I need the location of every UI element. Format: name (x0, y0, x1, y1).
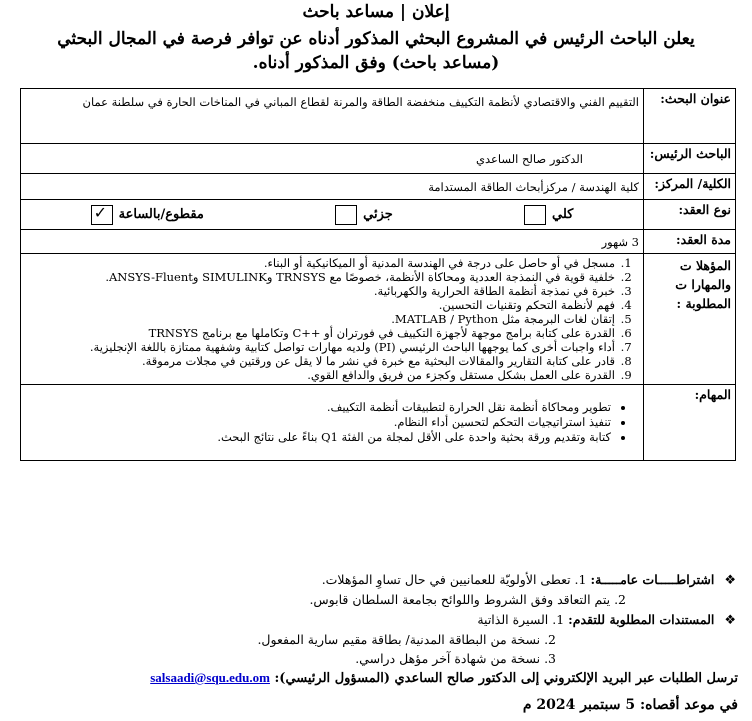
required-documents (20, 612, 736, 666)
star-bullet-icon: ❖ (724, 613, 736, 628)
page-title: إعلان | مساعد باحث (302, 2, 450, 22)
required-documents-heading: المستندات المطلوبة للتقدم: (568, 612, 715, 627)
row-college (21, 174, 736, 200)
contract-full-checkbox[interactable] (524, 205, 546, 225)
general-conditions (20, 572, 736, 607)
contract-type-label: نوع العقد: (644, 200, 736, 230)
document-item: 3. نسخة من شهادة آخر مؤهل دراسي. (355, 651, 556, 666)
contract-type-options (21, 200, 644, 230)
contract-option-partial[interactable] (335, 205, 393, 225)
row-qualifications (21, 254, 736, 385)
star-bullet-icon: ❖ (724, 573, 736, 588)
document-item: 2. نسخة من البطاقة المدنية/ بطاقة مقيم سارية المفعول. (257, 632, 556, 647)
tasks-label: المهام: (644, 385, 736, 461)
row-contract-type (21, 200, 736, 230)
list-item: • تطوير ومحاكاة أنظمة نقل الحرارة لتطبيقات أنظمة التكييف. (25, 400, 611, 415)
condition-item: 1. تعطى الأولويّة للعمانيين في حال تساوِ المؤهلات. (321, 572, 587, 587)
list-item: 1. مسجل في أو حاصل على درجة في الهندسة المدنية أو الميكانيكية أو البناء. (25, 256, 617, 270)
college-value: كلية الهندسة / مركزأبحاث الطاقة المستدامة (21, 174, 644, 200)
intro-line-1: يعلن الباحث الرئيس في المشروع البحثي المذكور أدناه عن توافر فرصة في المجال البحثي (57, 29, 695, 49)
qualifications-list (25, 256, 639, 382)
submission-text: ترسل الطلبات عبر البريد الإلكتروني إلى الدكتور صالح الساعدي (المسؤول الرئيسي): (274, 671, 738, 686)
row-tasks (21, 385, 736, 461)
row-pi (21, 144, 736, 174)
contract-hourly-checkbox[interactable] (91, 202, 113, 225)
qualifications-cell (21, 254, 644, 385)
contract-option-full-label: كلي (552, 207, 574, 222)
list-item: 9. القدرة على العمل بشكل مستقل وكجزء من فريق والدافع القوي. (25, 368, 617, 382)
email-link[interactable]: salsaadi@squ.edu.om (150, 670, 270, 685)
list-item: 3. خبرة في نمذجة أنظمة الطاقة الحرارية والكهربائية. (25, 284, 617, 298)
qualifications-label: المؤهلا ت والمهارا ت المطلوبة : (644, 254, 736, 385)
list-item: • كتابة وتقديم ورقة بحثية واحدة على الأقل لمجلة من الفئة Q1 بناءً على نتائج البحث. (25, 430, 611, 445)
row-research-title (21, 89, 736, 144)
list-item: 4. فهم لأنظمة التحكم وتقنيات التحسين. (25, 298, 617, 312)
deadline: في موعد أقصاه: 5 سبتمبر 2024 م (522, 697, 738, 713)
checkmark-icon: ✓ (93, 202, 108, 222)
intro-text (15, 27, 737, 75)
tasks-cell (21, 385, 644, 461)
condition-item: 2. يتم التعاقد وفق الشروط واللوائح بجامعة السلطان قابوس. (309, 592, 626, 607)
pi-value: الدكتور صالح الساعدي (21, 144, 644, 174)
document-item: 1. السيرة الذاتية (477, 612, 565, 627)
research-title-label: عنوان البحث: (644, 89, 736, 144)
list-item: 8. قادر على كتابة التقارير والمقالات البحثية مع خبرة في نشر ما لا يقل عن ورقتين في مجلات مرموقة. (25, 354, 617, 368)
list-item: • تنفيذ استراتيجيات التحكم لتحسين أداء النظام. (25, 415, 611, 430)
list-item: 7. أداء واجبات أخرى كما يوجهها الباحث الرئيسي (PI) ولديه مهارات تواصل كتابية وشفهية ممتازة باللغة الإنجليزية. (25, 340, 617, 354)
row-duration (21, 230, 736, 254)
list-item: 6. القدرة على كتابة برامج موجهة لأجهزة التكييف في فورتران أو ++C وتكاملها مع برنامج TRNSYS (25, 326, 617, 340)
submission-line (150, 670, 738, 686)
list-item: 2. خلفية قوية في النمذجة العددية ومحاكاة الأنظمة، خصوصًا مع TRNSYS وSIMULINK وANSYS-Fluent. (25, 270, 617, 284)
college-label: الكلية/ المركز: (644, 174, 736, 200)
list-item: 5. إتقان لغات البرمجة مثل MATLAB / Python. (25, 312, 617, 326)
contract-option-hourly-label: مقطوع/بالساعة (118, 207, 204, 222)
details-table (20, 88, 736, 461)
contract-option-partial-label: جزئي (363, 207, 393, 222)
intro-line-2: (مساعد باحث) وفق المذكور أدناه. (252, 53, 500, 73)
duration-label: مدة العقد: (644, 230, 736, 254)
tasks-list (25, 400, 639, 445)
contract-option-hourly[interactable] (91, 202, 204, 225)
contract-option-full[interactable] (524, 205, 573, 225)
research-title-value: التقييم الفني والاقتصادي لأنظمة التكييف منخفضة الطاقة والمرنة لقطاع المباني في المناخات الحارة في سلطنة عمان (21, 89, 644, 144)
pi-label: الباحث الرئيس: (644, 144, 736, 174)
general-conditions-heading: اشتراطـــــات عامـــــة: (590, 572, 715, 587)
contract-partial-checkbox[interactable] (335, 205, 357, 225)
duration-value: 3 شهور (21, 230, 644, 254)
